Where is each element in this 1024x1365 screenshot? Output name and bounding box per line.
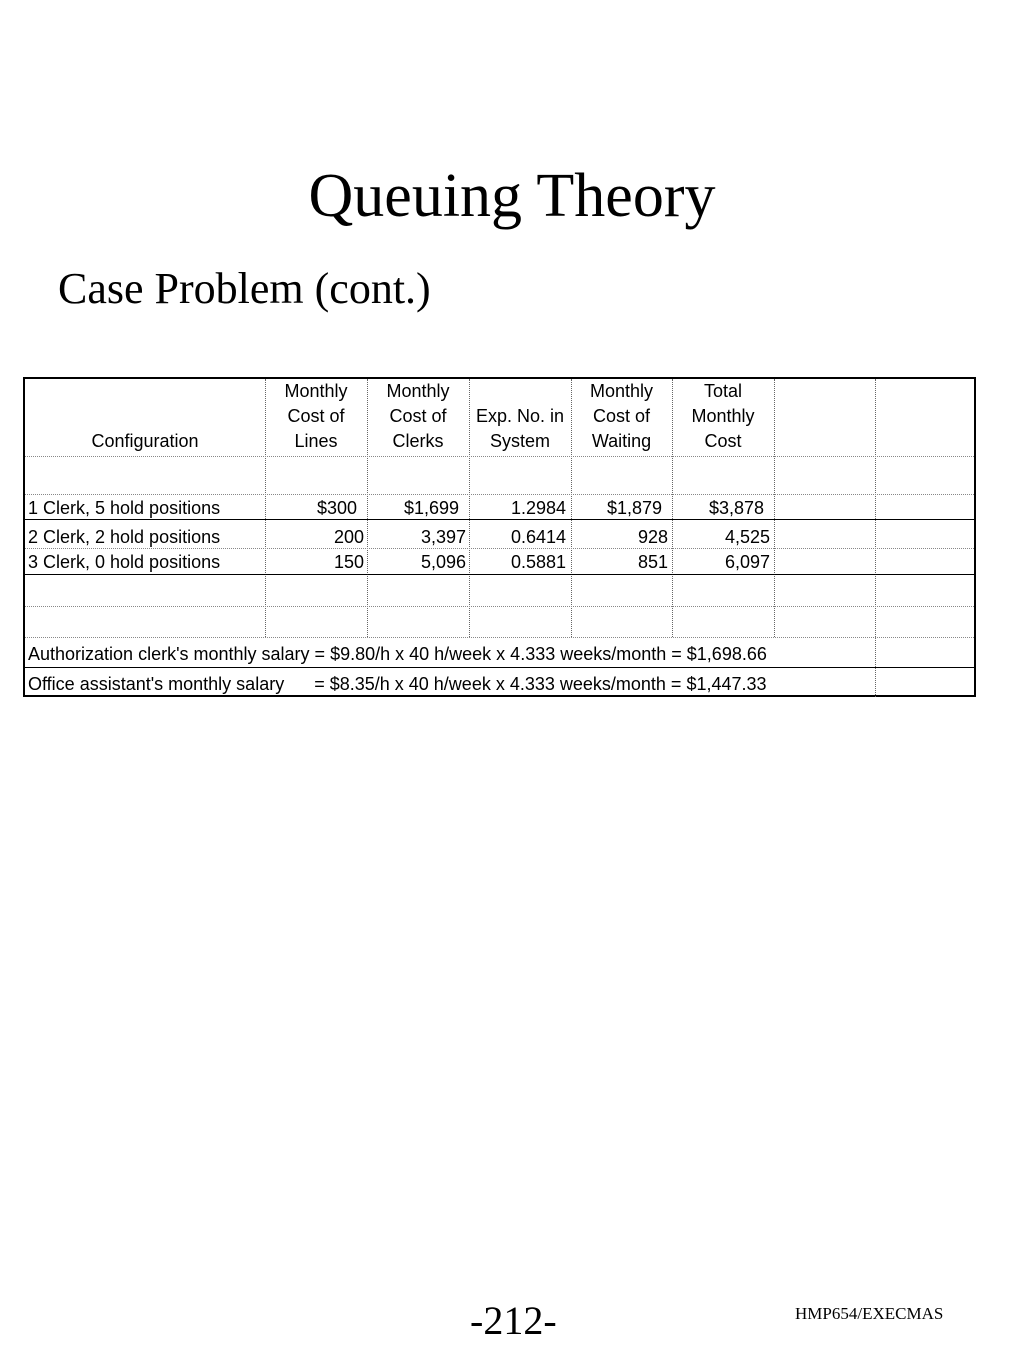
row1-cost-lines: $300 [316,498,357,518]
row2-cost-lines: 200 [333,527,364,547]
row3-total-cost: 6,097 [724,552,770,572]
header-configuration: Configuration [91,431,199,451]
grid-line [25,494,974,495]
grid-line [774,379,775,637]
header-exp-no-in-system: Exp. No. in System [475,406,565,451]
grid-line [25,519,974,520]
grid-line [25,667,974,668]
header-cost-of-clerks: Monthly Cost of Clerks [386,381,450,451]
grid-line [25,574,974,575]
row3-cost-lines: 150 [333,552,364,572]
row3-configuration: 3 Clerk, 0 hold positions [28,552,221,572]
row2-configuration: 2 Clerk, 2 hold positions [28,527,221,547]
row2-total-cost: 4,525 [724,527,770,547]
grid-line [25,606,974,607]
row1-total-cost: $3,878 [708,498,764,518]
cost-table [23,377,976,697]
grid-line [875,379,876,697]
grid-line [25,637,974,638]
row1-exp-no: 1.2984 [510,498,566,518]
row1-cost-clerks: $1,699 [403,498,459,518]
note-clerk-salary: Authorization clerk's monthly salary = $9.80/h x 40 h/week x 4.333 weeks/month = $1,698.66 [28,644,767,664]
footer-code: HMP654/EXECMAS [795,1304,944,1323]
page-title: Queuing Theory [308,162,716,230]
note-assistant-salary: Office assistant's monthly salary = $8.35/h x 40 h/week x 4.333 weeks/month = $1,447.33 [28,674,767,694]
row1-cost-waiting: $1,879 [606,498,662,518]
page-subtitle: Case Problem (cont.) [58,264,431,313]
header-total-monthly-cost: Total Monthly Cost [691,381,755,451]
header-cost-of-lines: Monthly Cost of Lines [284,381,348,451]
row2-cost-waiting: 928 [637,527,668,547]
row3-cost-clerks: 5,096 [420,552,466,572]
row3-exp-no: 0.5881 [510,552,566,572]
row3-cost-waiting: 851 [637,552,668,572]
grid-line [25,456,974,457]
row2-exp-no: 0.6414 [510,527,566,547]
page-number: -212- [470,1298,557,1343]
row2-cost-clerks: 3,397 [420,527,466,547]
header-cost-of-waiting: Monthly Cost of Waiting [589,381,654,451]
grid-line [25,548,974,549]
row1-configuration: 1 Clerk, 5 hold positions [28,498,221,518]
